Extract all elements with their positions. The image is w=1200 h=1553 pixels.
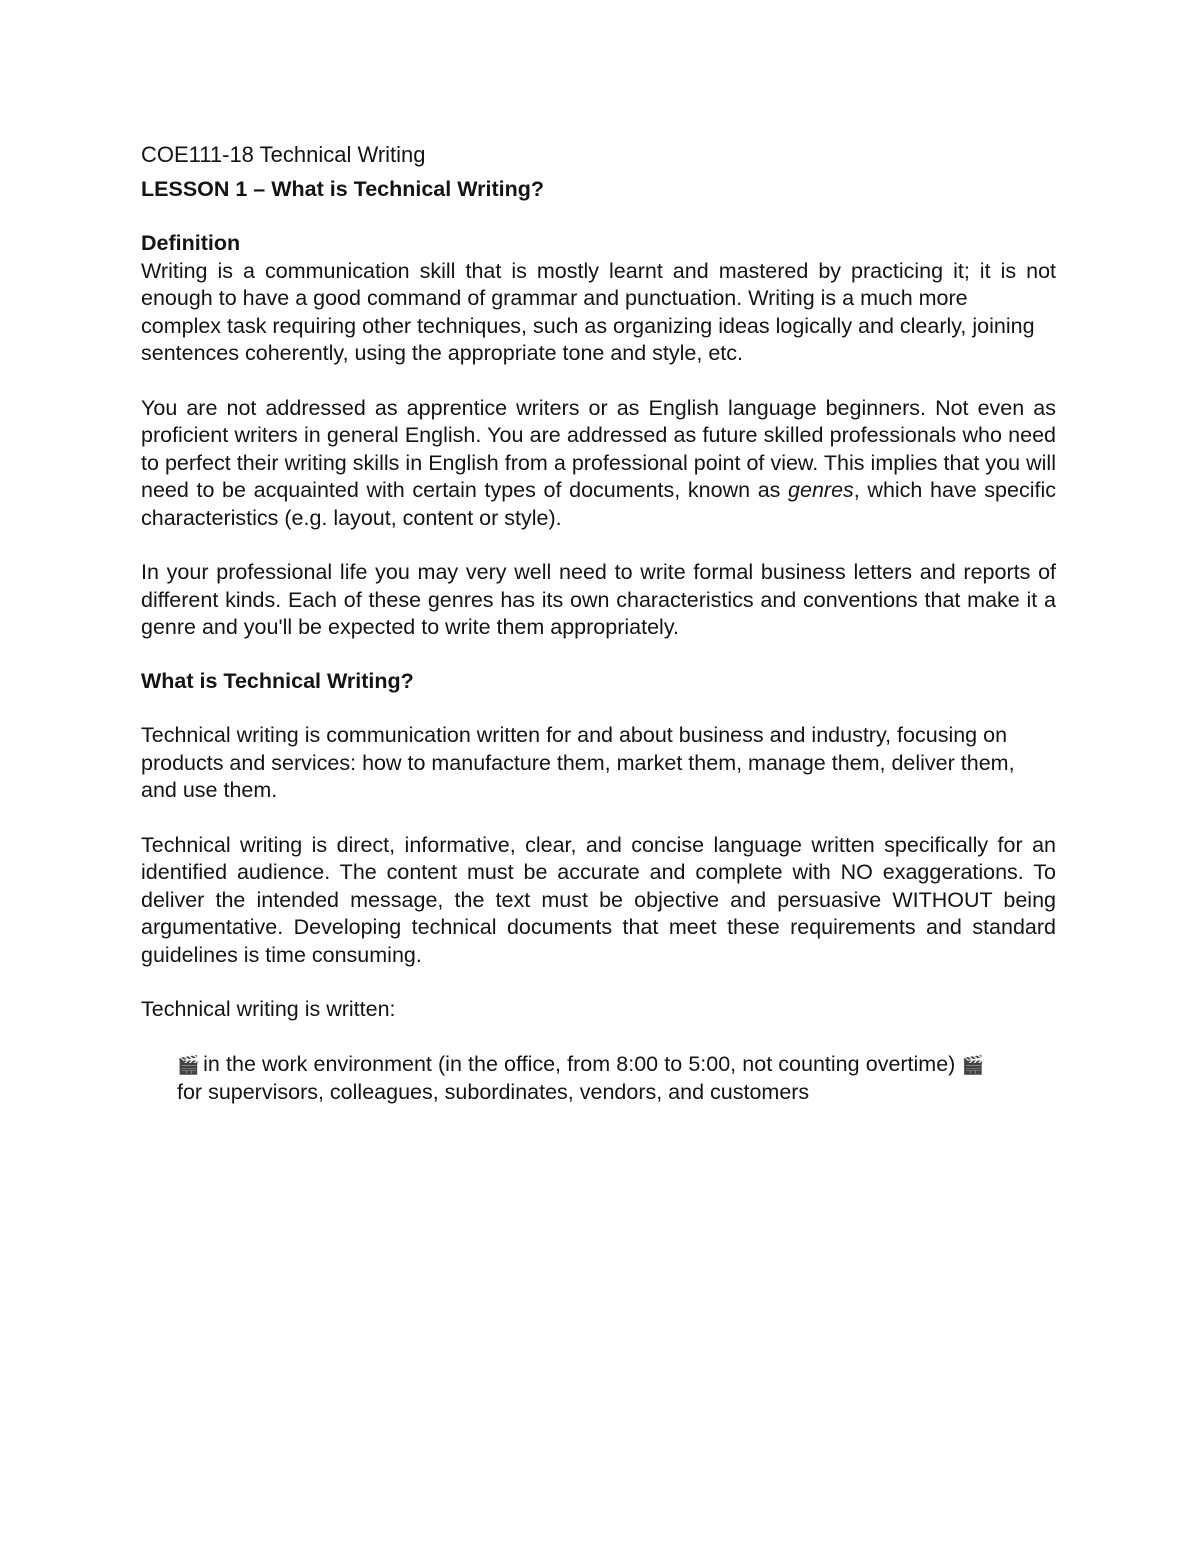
definition-heading: Definition <box>141 231 241 255</box>
definition-paragraph-1b: complex task requiring other techniques, such as organizing ideas logically and clearly, joining sentences coherently, using the appropriate tone and style, etc. <box>141 313 1035 365</box>
course-title: COE111-18 Technical Writing <box>141 142 426 167</box>
what-is-paragraph-1: Technical writing is communication written for and about business and industry, focusing on products and services: how to manufacture them, market them, manage them, deliver them, and use them. <box>141 723 1015 802</box>
paragraph-text: , which have specific characteristics (e.g. layout, content or style). <box>141 478 1056 530</box>
clapper-board-icon: 🎬 <box>177 1054 200 1075</box>
clapper-board-icon: 🎬 <box>961 1054 984 1075</box>
bullet-item-1: in the work environment (in the office, from 8:00 to 5:00, not counting overtime) <box>203 1051 956 1076</box>
bullet-list <box>177 1051 1012 1107</box>
paragraph-text: You are not addressed as apprentice writers or as English language beginners. Not even as proficient writers in general English. You are addressed as future skilled professionals who need to perfect their writing skills in English from a professional point of view. This implies that you will need to be acquainted with certain types of documents, known as <box>141 395 1056 502</box>
definition-paragraph-1a: Writing is a communication skill that is mostly learnt and mastered by practicing it; it is not enough to have a good command of grammar and punctuation. Writing is a much more <box>141 258 1056 310</box>
bullet-item-2: for supervisors, colleagues, subordinates, vendors, and customers <box>177 1080 810 1104</box>
document-page <box>141 140 1056 1107</box>
what-is-paragraph-3: Technical writing is written: <box>141 997 396 1021</box>
what-is-heading: What is Technical Writing? <box>141 668 414 693</box>
definition-paragraph-2 <box>141 395 1056 533</box>
lesson-title: LESSON 1 – What is Technical Writing? <box>141 177 544 201</box>
what-is-paragraph-2: Technical writing is direct, informative, clear, and concise language written specifically for an identified audience. The content must be accurate and complete with NO exaggerations. To deliver the intended message, the text must be objective and persuasive WITHOUT being argumentative. Developing technical documents that meet these requirements and standard guidelines is time consuming. <box>141 832 1056 967</box>
genres-term: genres <box>788 478 854 502</box>
definition-paragraph-3: In your professional life you may very well need to write formal business letters and reports of different kinds. Each of these genres has its own characteristics and conventions that make it a genre and you'll be expected to write them appropriately. <box>141 560 1056 639</box>
